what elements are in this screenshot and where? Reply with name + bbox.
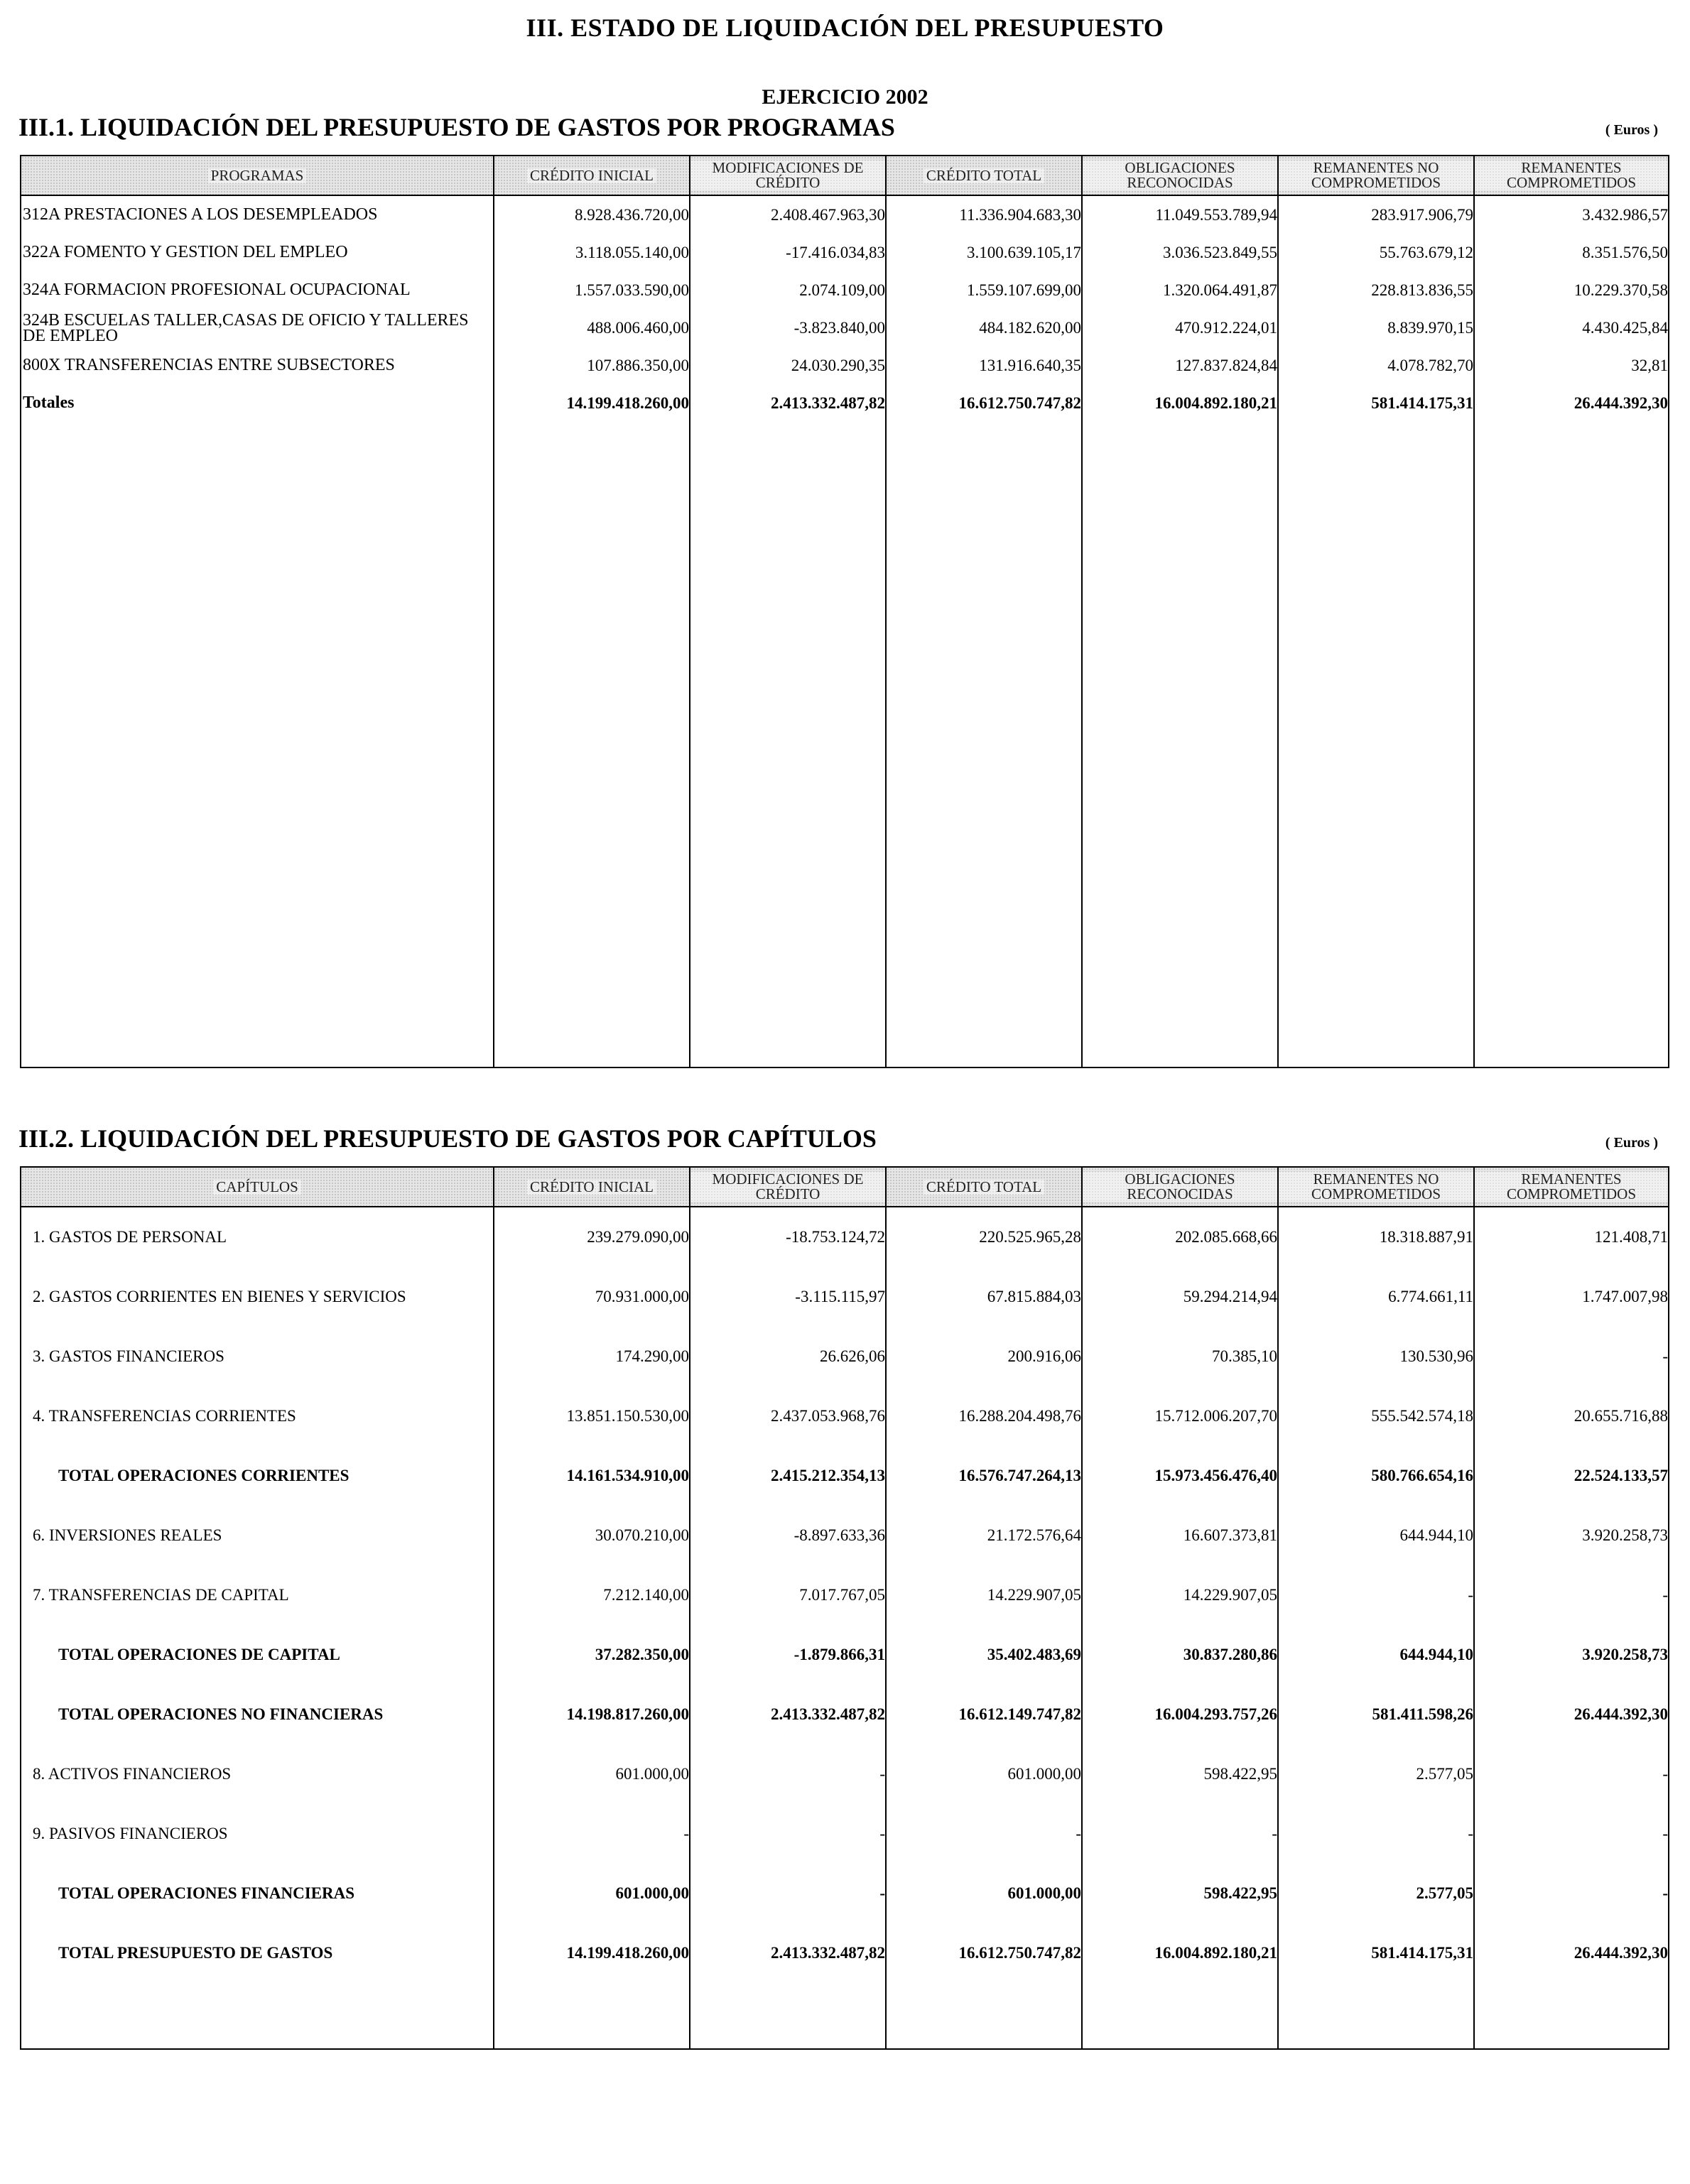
cell-value: -18.753.124,72 [690, 1207, 886, 1267]
table-row [21, 234, 1669, 271]
cell-value: 644.944,10 [1278, 1506, 1474, 1565]
exercise-year: EJERCICIO 2002 [762, 85, 928, 109]
cell-value: 14.198.817.260,00 [494, 1685, 690, 1744]
cell-value: 16.612.149.747,82 [886, 1685, 1082, 1744]
cell-value: - [1474, 1804, 1669, 1864]
row-label: 324B ESCUELAS TALLER,CASAS DE OFICIO Y TALLERES DE EMPLEO [21, 309, 494, 347]
chapters-header-row [21, 1167, 1669, 1207]
cell-value: 24.030.290,35 [690, 347, 886, 384]
cell-value: 644.944,10 [1278, 1625, 1474, 1685]
subtotal-row [21, 1625, 1669, 1685]
table-row [21, 309, 1669, 347]
cell-value: - [690, 1744, 886, 1804]
cell-value: 1.557.033.590,00 [494, 271, 690, 309]
cell-value: 70.931.000,00 [494, 1267, 690, 1327]
cell-value: 202.085.668,66 [1082, 1207, 1278, 1267]
row-label: TOTAL OPERACIONES NO FINANCIERAS [21, 1685, 494, 1744]
cell-value: 1.747.007,98 [1474, 1267, 1669, 1327]
cell-value: 16.607.373,81 [1082, 1506, 1278, 1565]
row-label: 9. PASIVOS FINANCIEROS [21, 1804, 494, 1864]
cell-value: 13.851.150.530,00 [494, 1386, 690, 1446]
cell-value: 580.766.654,16 [1278, 1446, 1474, 1506]
document-title: III. ESTADO DE LIQUIDACIÓN DEL PRESUPUESTO [526, 13, 1164, 42]
row-label: TOTAL OPERACIONES DE CAPITAL [21, 1625, 494, 1685]
cell-value: 14.161.534.910,00 [494, 1446, 690, 1506]
row-label: 3. GASTOS FINANCIEROS [21, 1327, 494, 1386]
cell-value: 1.559.107.699,00 [886, 271, 1082, 309]
table-row [21, 1804, 1669, 1864]
row-label: TOTAL PRESUPUESTO DE GASTOS [21, 1923, 494, 1983]
col-capitulos-header: CAPÍTULOS [21, 1167, 494, 1207]
cell-value: 70.385,10 [1082, 1327, 1278, 1386]
cell-value: 601.000,00 [886, 1864, 1082, 1923]
cell-value: 581.411.598,26 [1278, 1685, 1474, 1744]
cell-value: 598.422,95 [1082, 1744, 1278, 1804]
grand-total-row [21, 1923, 1669, 1983]
row-label: 324A FORMACION PROFESIONAL OCUPACIONAL [21, 271, 494, 309]
cell-value: -8.897.633,36 [690, 1506, 886, 1565]
cell-value: 174.290,00 [494, 1327, 690, 1386]
row-label: 6. INVERSIONES REALES [21, 1506, 494, 1565]
cell-value: 26.444.392,30 [1474, 1923, 1669, 1983]
col-remanentes-comprometidos-header: REMANENTES COMPROMETIDOS [1474, 156, 1669, 195]
section2-title: III.2. LIQUIDACIÓN DEL PRESUPUESTO DE GASTOS POR CAPÍTULOS [18, 1124, 877, 1153]
cell-value: 26.626,06 [690, 1327, 886, 1386]
total-value: 14.199.418.260,00 [494, 384, 690, 422]
row-label: 8. ACTIVOS FINANCIEROS [21, 1744, 494, 1804]
col-credito-inicial-header: CRÉDITO INICIAL [494, 156, 690, 195]
cell-value: 14.229.907,05 [1082, 1565, 1278, 1625]
cell-value: 283.917.906,79 [1278, 195, 1474, 234]
row-label: 800X TRANSFERENCIAS ENTRE SUBSECTORES [21, 347, 494, 384]
cell-value: 11.336.904.683,30 [886, 195, 1082, 234]
section2-units: ( Euros ) [1605, 1135, 1658, 1151]
cell-value: 16.576.747.264,13 [886, 1446, 1082, 1506]
col-remanentes-no-comprometidos-header: REMANENTES NO COMPROMETIDOS [1278, 156, 1474, 195]
cell-value: 10.229.370,58 [1474, 271, 1669, 309]
cell-value: 35.402.483,69 [886, 1625, 1082, 1685]
cell-value: - [690, 1864, 886, 1923]
table-row [21, 1267, 1669, 1327]
cell-value: -3.115.115,97 [690, 1267, 886, 1327]
cell-value: 37.282.350,00 [494, 1625, 690, 1685]
total-value: 16.612.750.747,82 [886, 384, 1082, 422]
cell-value: 16.004.892.180,21 [1082, 1923, 1278, 1983]
cell-value: - [1278, 1565, 1474, 1625]
cell-value: 2.074.109,00 [690, 271, 886, 309]
cell-value: 16.288.204.498,76 [886, 1386, 1082, 1446]
section1-units: ( Euros ) [1605, 122, 1658, 138]
cell-value: 121.408,71 [1474, 1207, 1669, 1267]
cell-value: 16.004.293.757,26 [1082, 1685, 1278, 1744]
cell-value: 484.182.620,00 [886, 309, 1082, 347]
cell-value: 20.655.716,88 [1474, 1386, 1669, 1446]
cell-value: - [1278, 1804, 1474, 1864]
cell-value: 3.920.258,73 [1474, 1506, 1669, 1565]
table-row [21, 1506, 1669, 1565]
row-label: 4. TRANSFERENCIAS CORRIENTES [21, 1386, 494, 1446]
cell-value: 26.444.392,30 [1474, 1685, 1669, 1744]
col-modificaciones-header: MODIFICACIONES DE CRÉDITO [690, 156, 886, 195]
cell-value: 601.000,00 [886, 1744, 1082, 1804]
col-modificaciones-header: MODIFICACIONES DE CRÉDITO [690, 1167, 886, 1207]
cell-value: 601.000,00 [494, 1744, 690, 1804]
subtotal-row [21, 1864, 1669, 1923]
cell-value: 6.774.661,11 [1278, 1267, 1474, 1327]
cell-value: 15.973.456.476,40 [1082, 1446, 1278, 1506]
total-value: 26.444.392,30 [1474, 384, 1669, 422]
cell-value: 228.813.836,55 [1278, 271, 1474, 309]
cell-value: 3.100.639.105,17 [886, 234, 1082, 271]
cell-value: 2.577,05 [1278, 1744, 1474, 1804]
col-programas-header: PROGRAMAS [21, 156, 494, 195]
total-value: 16.004.892.180,21 [1082, 384, 1278, 422]
row-label: 322A FOMENTO Y GESTION DEL EMPLEO [21, 234, 494, 271]
cell-value: 470.912.224,01 [1082, 309, 1278, 347]
table-row [21, 1565, 1669, 1625]
cell-value: 8.351.576,50 [1474, 234, 1669, 271]
row-label: 7. TRANSFERENCIAS DE CAPITAL [21, 1565, 494, 1625]
subtotal-row [21, 1446, 1669, 1506]
programs-table [20, 155, 1669, 1068]
totals-row [21, 384, 1669, 422]
cell-value: -1.879.866,31 [690, 1625, 886, 1685]
cell-value: 18.318.887,91 [1278, 1207, 1474, 1267]
cell-value: 14.199.418.260,00 [494, 1923, 690, 1983]
cell-value: 200.916,06 [886, 1327, 1082, 1386]
cell-value: - [1082, 1804, 1278, 1864]
chapters-table [20, 1166, 1669, 2050]
row-label: 312A PRESTACIONES A LOS DESEMPLEADOS [21, 195, 494, 234]
cell-value: 21.172.576,64 [886, 1506, 1082, 1565]
cell-value: 2.437.053.968,76 [690, 1386, 886, 1446]
col-remanentes-no-comprometidos-header: REMANENTES NO COMPROMETIDOS [1278, 1167, 1474, 1207]
table-row [21, 347, 1669, 384]
cell-value: 2.577,05 [1278, 1864, 1474, 1923]
cell-value: - [1474, 1327, 1669, 1386]
cell-value: 130.530,96 [1278, 1327, 1474, 1386]
cell-value: - [1474, 1565, 1669, 1625]
cell-value: 107.886.350,00 [494, 347, 690, 384]
row-label: 2. GASTOS CORRIENTES EN BIENES Y SERVICIOS [21, 1267, 494, 1327]
col-credito-total-header: CRÉDITO TOTAL [886, 1167, 1082, 1207]
blank-area [21, 422, 1669, 1067]
cell-value: 4.078.782,70 [1278, 347, 1474, 384]
cell-value: -3.823.840,00 [690, 309, 886, 347]
cell-value: - [1474, 1744, 1669, 1804]
cell-value: 131.916.640,35 [886, 347, 1082, 384]
cell-value: 488.006.460,00 [494, 309, 690, 347]
table-row [21, 271, 1669, 309]
cell-value: -17.416.034,83 [690, 234, 886, 271]
cell-value: - [1474, 1864, 1669, 1923]
subtotal-row [21, 1685, 1669, 1744]
cell-value: 2.413.332.487,82 [690, 1685, 886, 1744]
total-value: 581.414.175,31 [1278, 384, 1474, 422]
cell-value: 32,81 [1474, 347, 1669, 384]
cell-value: 1.320.064.491,87 [1082, 271, 1278, 309]
table-row [21, 195, 1669, 234]
cell-value: 555.542.574,18 [1278, 1386, 1474, 1446]
row-label: TOTAL OPERACIONES FINANCIERAS [21, 1864, 494, 1923]
cell-value: 2.408.467.963,30 [690, 195, 886, 234]
cell-value: 3.036.523.849,55 [1082, 234, 1278, 271]
cell-value: 8.839.970,15 [1278, 309, 1474, 347]
cell-value: 3.118.055.140,00 [494, 234, 690, 271]
cell-value: - [494, 1804, 690, 1864]
cell-value: 7.212.140,00 [494, 1565, 690, 1625]
row-label: 1. GASTOS DE PERSONAL [21, 1207, 494, 1267]
table-row [21, 1386, 1669, 1446]
cell-value: 220.525.965,28 [886, 1207, 1082, 1267]
cell-value: 67.815.884,03 [886, 1267, 1082, 1327]
cell-value: 4.430.425,84 [1474, 309, 1669, 347]
cell-value: 11.049.553.789,94 [1082, 195, 1278, 234]
cell-value: - [886, 1804, 1082, 1864]
cell-value: 8.928.436.720,00 [494, 195, 690, 234]
programs-header-row [21, 156, 1669, 195]
cell-value: 7.017.767,05 [690, 1565, 886, 1625]
cell-value: 601.000,00 [494, 1864, 690, 1923]
table-row [21, 1327, 1669, 1386]
cell-value: 55.763.679,12 [1278, 234, 1474, 271]
totals-label: Totales [21, 384, 494, 422]
cell-value: 15.712.006.207,70 [1082, 1386, 1278, 1446]
table-row [21, 1744, 1669, 1804]
cell-value: 22.524.133,57 [1474, 1446, 1669, 1506]
cell-value: 581.414.175,31 [1278, 1923, 1474, 1983]
cell-value: 598.422,95 [1082, 1864, 1278, 1923]
cell-value: 30.070.210,00 [494, 1506, 690, 1565]
cell-value: 239.279.090,00 [494, 1207, 690, 1267]
cell-value: 14.229.907,05 [886, 1565, 1082, 1625]
cell-value: 3.432.986,57 [1474, 195, 1669, 234]
total-value: 2.413.332.487,82 [690, 384, 886, 422]
blank-area [21, 1983, 1669, 2049]
col-obligaciones-header: OBLIGACIONES RECONOCIDAS [1082, 156, 1278, 195]
table-row [21, 1207, 1669, 1267]
cell-value: - [690, 1804, 886, 1864]
cell-value: 2.413.332.487,82 [690, 1923, 886, 1983]
col-obligaciones-header: OBLIGACIONES RECONOCIDAS [1082, 1167, 1278, 1207]
cell-value: 30.837.280,86 [1082, 1625, 1278, 1685]
col-remanentes-comprometidos-header: REMANENTES COMPROMETIDOS [1474, 1167, 1669, 1207]
cell-value: 127.837.824,84 [1082, 347, 1278, 384]
section1-title: III.1. LIQUIDACIÓN DEL PRESUPUESTO DE GASTOS POR PROGRAMAS [18, 113, 895, 141]
col-credito-inicial-header: CRÉDITO INICIAL [494, 1167, 690, 1207]
row-label: TOTAL OPERACIONES CORRIENTES [21, 1446, 494, 1506]
cell-value: 3.920.258,73 [1474, 1625, 1669, 1685]
cell-value: 59.294.214,94 [1082, 1267, 1278, 1327]
col-credito-total-header: CRÉDITO TOTAL [886, 156, 1082, 195]
cell-value: 16.612.750.747,82 [886, 1923, 1082, 1983]
cell-value: 2.415.212.354,13 [690, 1446, 886, 1506]
